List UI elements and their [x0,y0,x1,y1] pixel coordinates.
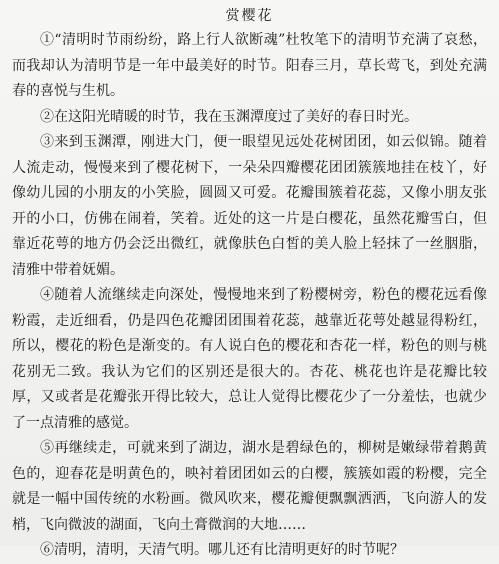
paragraph-5: ⑤再继续走，可就来到了湖边，湖水是碧绿色的，柳树是嫩绿带着鹅黄色的，迎春花是明黄色的，映衬着团团如云的白樱，簇簇如霞的粉樱，完全就是一幅中国传统的水粉画。微风吹来，樱花瓣便飘飘洒洒，飞向游人的发梢，飞向微波的湖面，飞向土膏微润的大地…… [12,440,487,533]
paragraph-4: ④随着人流继续走向深处，慢慢地来到了粉樱树旁，粉色的樱花远看像粉霞，走近细看，仍是四色花瓣团团围着花蕊，越靠近花萼处越显得粉红，所以，樱花的粉色是渐变的。有人说白色的樱花和杏花一样，粉色的则与桃花别无二致。我认为它们的区别还是很大的。杏花、桃花也许是花瓣比较厚，又或者是花瓣张开得比较大，总让人觉得比樱花少了一分羞怯，也就少了一点清雅的感觉。 [12,287,487,431]
paragraph-1: ①“清明时节雨纷纷，路上行人欲断魂”杜牧笔下的清明节充满了哀愁，而我却认为清明节是一年中最美好的时节。阳春三月，草长莺飞，到处充满春的喜悦与生机。 [12,32,487,99]
paragraph-2: ②在这阳光晴暖的时节，我在玉渊潭度过了美好的春日时光。 [40,108,418,125]
paragraph-3: ③来到玉渊潭，刚进大门，便一眼望见远处花树团团，如云似锦。随着人流走动，慢慢来到了樱花树下，一朵朵四瓣樱花团团簇簇地挂在枝丫，好像幼儿园的小朋友的小笑脸，圆圆又可爱。花瓣围簇着花蕊，又像小朋友张开的小口，仿佛在闹着，笑着。近处的这一片是白樱花，虽然花瓣雪白，但靠近花萼的地方仍会泛出微红，就像肤色白皙的美人脸上轻抹了一丝胭脂，清雅中带着妩媚。 [12,134,487,278]
document-title: 赏樱花 [225,8,274,24]
paragraph-6: ⑥清明，清明，天清气明。哪儿还有比清明更好的时节呢？ [40,542,404,558]
